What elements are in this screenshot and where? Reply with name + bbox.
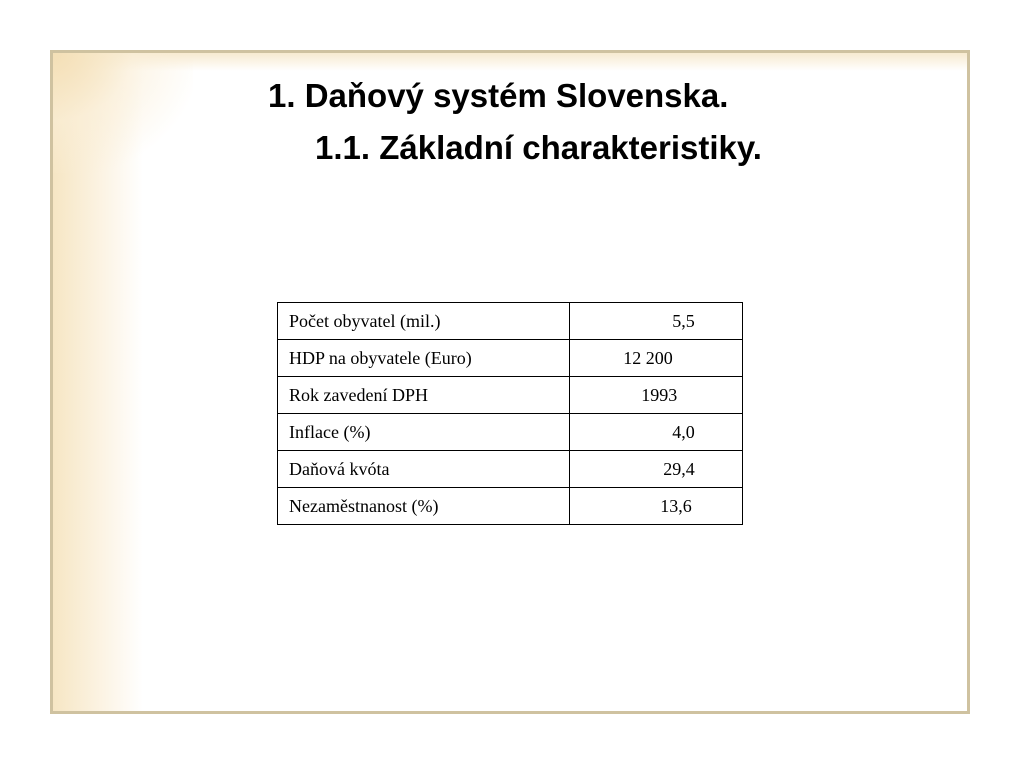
row-value-cell (570, 340, 743, 377)
row-label: Rok zavedení DPH (278, 377, 570, 414)
table-row (278, 414, 743, 451)
row-label: Inflace (%) (278, 414, 570, 451)
decorative-corner-glow (53, 53, 193, 173)
row-value: 1993 (641, 384, 678, 405)
row-value: 5,5 (672, 310, 695, 331)
slide-subtitle: 1.1. Základní charakteristiky. (315, 129, 762, 166)
row-value-cell (570, 451, 743, 488)
row-value: 4,0 (672, 421, 695, 442)
row-label: HDP na obyvatele (Euro) (278, 340, 570, 377)
row-label: Nezaměstnanost (%) (278, 488, 570, 525)
row-label: Daňová kvóta (278, 451, 570, 488)
table-row (278, 451, 743, 488)
row-value-cell (570, 303, 743, 340)
row-value-cell (570, 414, 743, 451)
table-row (278, 340, 743, 377)
row-label: Počet obyvatel (mil.) (278, 303, 570, 340)
table-row (278, 488, 743, 525)
statistics-table (277, 302, 743, 525)
table-row (278, 303, 743, 340)
row-value: 12 200 (623, 347, 673, 368)
table-row (278, 377, 743, 414)
row-value: 29,4 (663, 458, 695, 479)
row-value-cell (570, 488, 743, 525)
row-value-cell (570, 377, 743, 414)
slide-title: 1. Daňový systém Slovenska. (268, 77, 729, 114)
row-value: 13,6 (660, 495, 692, 516)
